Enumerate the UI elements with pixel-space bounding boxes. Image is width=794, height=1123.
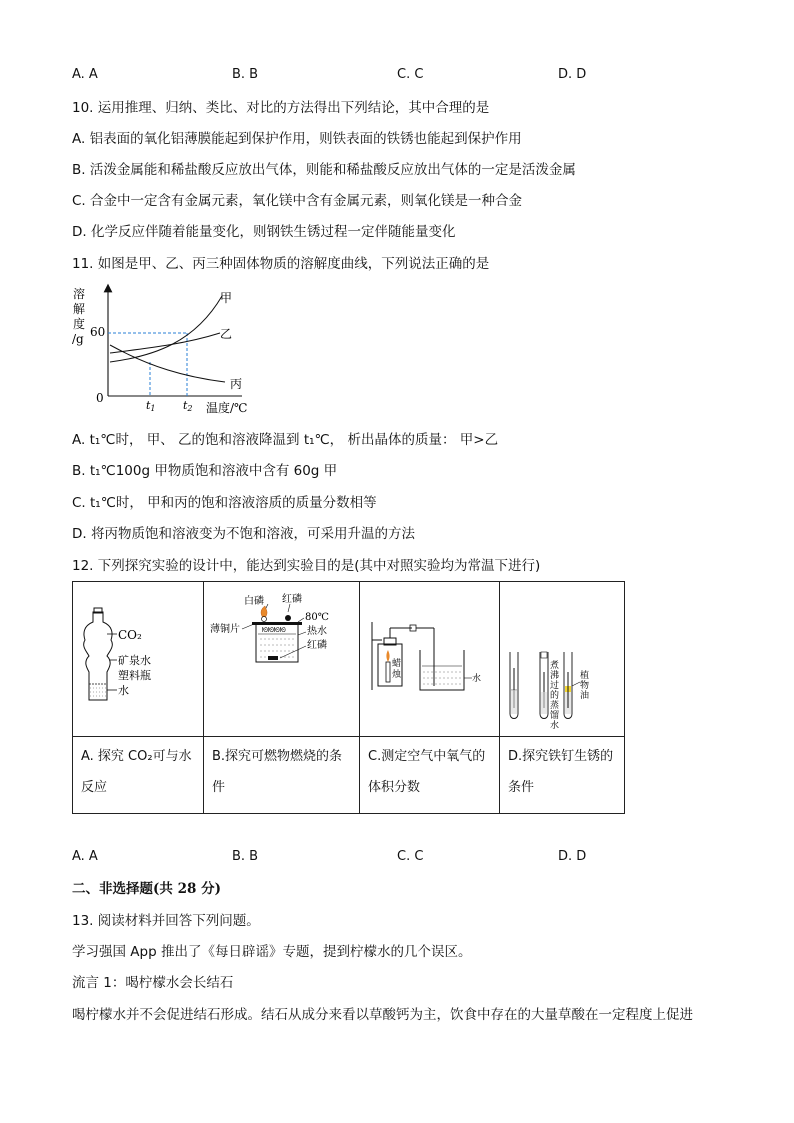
caption-c: C.测定空气中氧气的体积分数 <box>360 737 500 814</box>
q9-option-b: B. B <box>232 67 259 82</box>
svg-text:过: 过 <box>550 681 560 691</box>
fig-a-bottle <box>73 582 203 732</box>
fig-b-hot-water: 热水 <box>307 626 327 637</box>
fig-b-red-p2: 红磷 <box>307 640 327 651</box>
q10-option-c: C. 合金中一定含有金属元素，氧化镁中含有金属元素，则氧化镁是一种合金 <box>72 193 523 209</box>
fig-a-label2: 塑料瓶 <box>118 669 151 682</box>
x-label: 温度/℃ <box>206 401 248 415</box>
q13-paragraph-3: 喝柠檬水并不会促进结石形成。结石从成分来看以草酸钙为主，饮食中存在的大量草酸在一定程度上促进 <box>72 1007 693 1023</box>
label-bing: 丙 <box>230 377 243 391</box>
q11-option-b: B. t₁℃100g 甲物质饱和溶液中含有 60g 甲 <box>72 463 338 479</box>
fig-c-candle1: 蜡 <box>392 659 402 669</box>
caption-d: D.探究铁钉生锈的条件 <box>500 737 625 814</box>
fig-c-water: 水 <box>472 674 482 684</box>
fig-d-cell <box>500 582 625 737</box>
curve-yi <box>110 333 220 353</box>
q10-option-a: A. 铝表面的氧化铝薄膜能起到保护作用，则铁表面的铁锈也能起到保护作用 <box>72 131 522 147</box>
svg-text:物: 物 <box>580 681 590 691</box>
svg-text:水: 水 <box>550 721 560 731</box>
q11-stem: 11. 如图是甲、乙、丙三种固体物质的溶解度曲线，下列说法正确的是 <box>72 256 490 272</box>
svg-text:馏: 馏 <box>550 711 560 721</box>
fig-b-white-p: 白磷 <box>244 596 264 607</box>
label-jia: 甲 <box>220 291 233 305</box>
fig-b-copper: 薄铜片 <box>210 624 240 635</box>
fig-a-cell <box>73 582 204 737</box>
q12-option-a: A. A <box>72 849 98 864</box>
q10-stem: 10. 运用推理、归纳、类比、对比的方法得出下列结论，其中合理的是 <box>72 100 490 116</box>
fig-b-red-p: 红磷 <box>282 594 302 605</box>
q12-option-b: B. B <box>232 849 259 864</box>
q9-options <box>72 67 732 85</box>
y-value-60: 60 <box>90 325 106 339</box>
q13-paragraph-2: 流言 1：喝柠檬水会长结石 <box>72 975 234 991</box>
q10-option-b: B. 活泼金属能和稀盐酸反应放出气体，则能和稀盐酸反应放出气体的一定是活泼金属 <box>72 162 576 178</box>
experiment-table <box>72 581 625 814</box>
fig-b-cell <box>204 582 360 737</box>
fig-c-cell <box>360 582 500 737</box>
y-label-4: /g <box>72 332 84 346</box>
svg-text:ᘚᘚᘚᘚ: ᘚᘚᘚᘚ <box>262 626 286 634</box>
fig-d-rusting <box>500 582 624 732</box>
q9-option-c: C. C <box>397 67 424 82</box>
t2-label: t2 <box>183 399 193 413</box>
q13-stem: 13. 阅读材料并回答下列问题。 <box>72 913 260 929</box>
q12-stem: 12. 下列探究实验的设计中，能达到实验目的是(其中对照实验均为常温下进行) <box>72 558 541 574</box>
q13-paragraph-1: 学习强国 App 推出了《每日辟谣》专题，提到柠檬水的几个误区。 <box>72 944 472 960</box>
fig-d-oil-label <box>580 669 589 701</box>
fig-a-water: 水 <box>118 684 129 697</box>
caption-a: A. 探究 CO₂可与水反应 <box>73 737 204 814</box>
fig-c-oxygen <box>360 582 499 732</box>
svg-text:植: 植 <box>580 671 590 681</box>
q11-option-d: D. 将丙物质饱和溶液变为不饱和溶液，可采用升温的方法 <box>72 526 415 542</box>
origin-label: 0 <box>96 391 104 405</box>
q11-option-a: A. t₁℃时， 甲、 乙的饱和溶液降温到 t₁℃， 析出晶体的质量： 甲>乙 <box>72 432 499 448</box>
curve-jia <box>110 296 222 362</box>
svg-text:沸: 沸 <box>550 671 560 681</box>
q12-options <box>72 849 732 867</box>
section-heading: 二、非选择题(共 28 分) <box>72 881 221 897</box>
svg-text:煮: 煮 <box>550 661 560 671</box>
svg-text:的: 的 <box>550 691 560 701</box>
fig-a-label1: 矿泉水 <box>118 654 151 667</box>
fig-b-temp: 80℃ <box>305 612 329 623</box>
t1-label: t1 <box>146 399 156 413</box>
q12-option-d: D. D <box>558 849 587 864</box>
svg-text:油: 油 <box>580 691 590 701</box>
solubility-graph <box>70 282 270 422</box>
q9-option-d: D. D <box>558 67 587 82</box>
q12-option-c: C. C <box>397 849 424 864</box>
q11-option-c: C. t₁℃时， 甲和丙的饱和溶液溶质的质量分数相等 <box>72 495 377 511</box>
q9-option-a: A. A <box>72 67 98 82</box>
fig-b-combustion <box>204 582 359 732</box>
y-label-3: 度 <box>73 317 86 331</box>
fig-a-co2: CO₂ <box>118 628 142 642</box>
fig-d-boiled-label <box>550 659 559 731</box>
q10-option-d: D. 化学反应伴随着能量变化，则钢铁生锈过程一定伴随能量变化 <box>72 224 456 240</box>
caption-b: B.探究可燃物燃烧的条件 <box>204 737 360 814</box>
fig-c-candle2: 烛 <box>392 670 402 680</box>
label-yi: 乙 <box>220 327 233 341</box>
svg-text:蒸: 蒸 <box>550 701 560 711</box>
y-label-2: 解 <box>73 302 86 316</box>
y-label-1: 溶 <box>73 287 86 301</box>
